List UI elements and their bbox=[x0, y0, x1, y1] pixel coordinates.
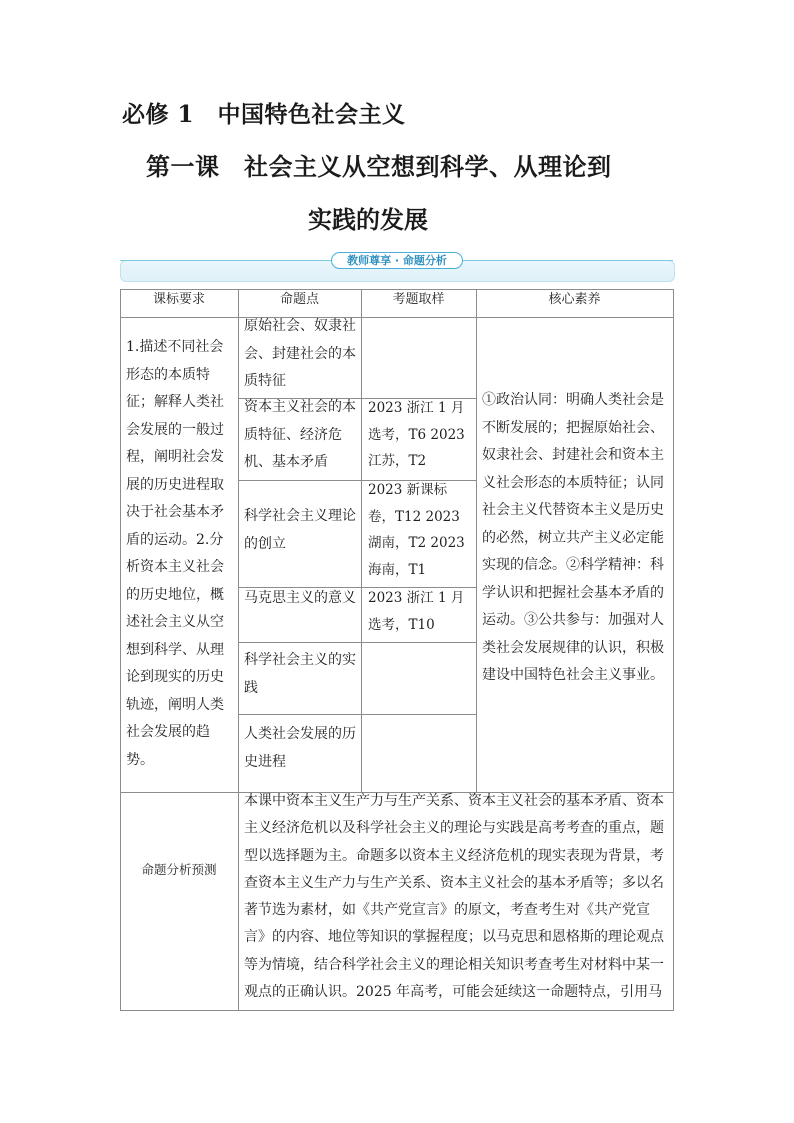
header-points: 命题点 bbox=[279, 292, 319, 307]
header-literacy: 核心素养 bbox=[548, 292, 601, 307]
point-6: 人类社会发展的历史进程 bbox=[244, 726, 356, 770]
point-4: 马克思主义的意义 bbox=[244, 590, 356, 606]
point-5: 科学社会主义的实践 bbox=[244, 652, 356, 696]
literacy-cell: ①政治认同：明确人类社会是不断发展的；把握原始社会、奴隶社会、封建社会和资本主义社会形态的本质特征；认同社会主义代替资本主义是历史的必然，树立共产主义必定能实现的信念。②科学精神：科学认识和把握社会基本矛盾的运动。③公共参与：加强对人类社会发展规律的认识，积极建设中国特色社会主义事业。 bbox=[482, 392, 664, 683]
example-4: 2023 浙江 1 月选考，T10 bbox=[368, 590, 465, 633]
requirements-cell: 1.描述不同社会形态的本质特征；解释人类社会发展的一般过程，阐明社会发展的历史进程取决于社会基本矛盾的运动。2.分析资本主义社会的历史地位，概述社会主义从空想到科学、从理论到现实的历史轨迹，阐明人类社会发展的趋势。 bbox=[126, 339, 224, 768]
example-3: 2023 新课标卷，T12 2023 湖南，T2 2023 海南，T1 bbox=[368, 482, 465, 578]
module-title: 必修 1 中国特色社会主义 bbox=[122, 101, 406, 128]
lesson-title-line2: 实践的发展 bbox=[308, 205, 428, 234]
point-3: 科学社会主义理论的创立 bbox=[244, 508, 356, 552]
analysis-text: 本课中资本主义生产力与生产关系、资本主义社会的基本矛盾、资本主义经济危机以及科学社会主义的理论与实践是高考考查的重点，题型以选择题为主。命题多以资本主义经济危机的现实表现为背景，考查资本主义生产力与生产关系、资本主义社会的基本矛盾等；多以名著节选为素材，如《共产党宣言》的原文，考查考生对《共产党宣言》的内容、地位等知识的掌握程度；以马克思和恩格斯的理论观点等为情境，结合科学社会主义的理论相关知识考查考生对材料中某一观点的正确认识。2025 年高考，可能会延续这一命题特点，引用马 bbox=[244, 793, 664, 1001]
analysis-label: 命题分析预测 bbox=[141, 862, 217, 877]
example-2: 2023 浙江 1 月选考，T6 2023 江苏，T2 bbox=[368, 400, 465, 469]
lesson-title-line1: 第一课 社会主义从空想到科学、从理论到 bbox=[146, 152, 612, 181]
header-examples: 考题取样 bbox=[392, 292, 445, 307]
point-1: 原始社会、奴隶社会、封建社会的本质特征 bbox=[244, 318, 356, 389]
point-2: 资本主义社会的本质特征、经济危机、基本矛盾 bbox=[244, 399, 356, 470]
banner-label: 教师尊享 · 命题分析 bbox=[331, 252, 463, 269]
header-requirements: 课标要求 bbox=[152, 292, 205, 307]
